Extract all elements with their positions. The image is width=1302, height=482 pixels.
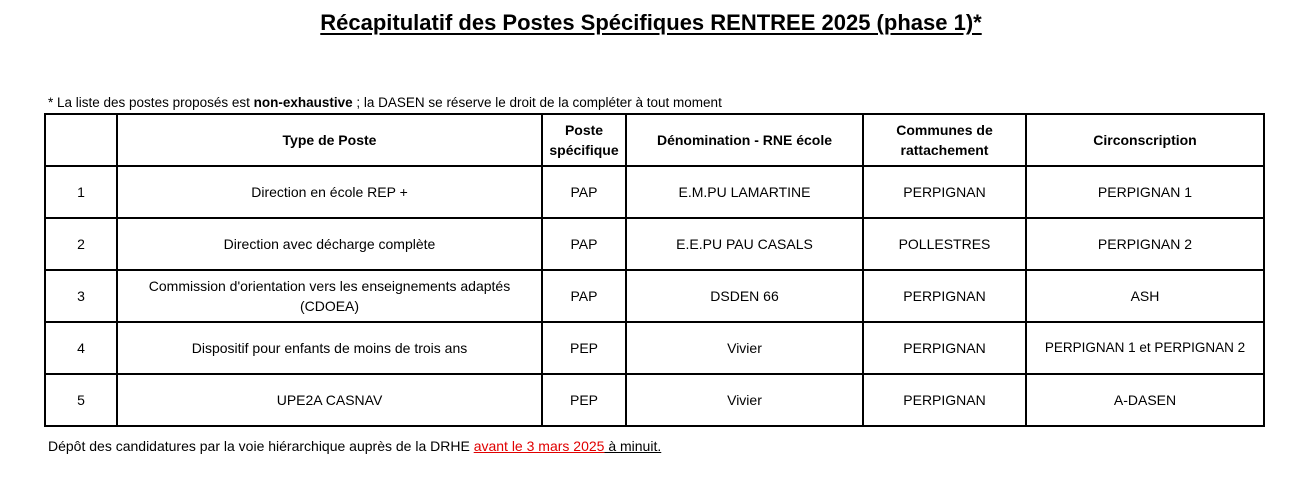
deadline-time: à minuit.	[604, 438, 662, 454]
cell-specific: PEP	[542, 374, 626, 426]
table-row	[45, 270, 1264, 322]
submission-footer: Dépôt des candidatures par la voie hiérarchique auprès de la DRHE avant le 3 mars 2025 à minuit.	[48, 438, 662, 454]
note-emphasis: non-exhaustive	[253, 95, 353, 110]
cell-circonscription: A-DASEN	[1026, 374, 1264, 426]
table-row	[45, 166, 1264, 218]
cell-commune: PERPIGNAN	[863, 270, 1026, 322]
table-row	[45, 374, 1264, 426]
cell-specific: PAP	[542, 218, 626, 270]
cell-denomination: E.E.PU PAU CASALS	[626, 218, 863, 270]
cell-commune: PERPIGNAN	[863, 374, 1026, 426]
cell-type: UPE2A CASNAV	[117, 374, 542, 426]
page-title: Récapitulatif des Postes Spécifiques RENTREE 2025 (phase 1)*	[320, 10, 982, 35]
cell-index: 3	[45, 270, 117, 322]
cell-specific: PAP	[542, 270, 626, 322]
cell-denomination: E.M.PU LAMARTINE	[626, 166, 863, 218]
header-type: Type de Poste	[117, 114, 542, 166]
cell-type: Dispositif pour enfants de moins de trois ans	[117, 322, 542, 374]
cell-commune: POLLESTRES	[863, 218, 1026, 270]
cell-circonscription: ASH	[1026, 270, 1264, 322]
header-communes: Communes de rattachement	[863, 114, 1026, 166]
cell-specific: PEP	[542, 322, 626, 374]
cell-circonscription: PERPIGNAN 2	[1026, 218, 1264, 270]
disclaimer-note: * La liste des postes proposés est non-exhaustive ; la DASEN se réserve le droit de la compléter à tout moment	[48, 95, 722, 110]
table-row	[45, 322, 1264, 374]
cell-circonscription: PERPIGNAN 1 et PERPIGNAN 2	[1026, 322, 1264, 374]
cell-type: Direction en école REP +	[117, 166, 542, 218]
cell-commune: PERPIGNAN	[863, 322, 1026, 374]
cell-commune: PERPIGNAN	[863, 166, 1026, 218]
cell-type: Direction avec décharge complète	[117, 218, 542, 270]
cell-specific: PAP	[542, 166, 626, 218]
cell-denomination: DSDEN 66	[626, 270, 863, 322]
header-circonscription: Circonscription	[1026, 114, 1264, 166]
cell-denomination: Vivier	[626, 322, 863, 374]
cell-index: 1	[45, 166, 117, 218]
posts-table	[44, 113, 1265, 427]
deadline-date: avant le 3 mars 2025	[473, 438, 605, 454]
cell-denomination: Vivier	[626, 374, 863, 426]
header-denomination: Dénomination - RNE école	[626, 114, 863, 166]
table-header-row	[45, 114, 1264, 166]
header-index	[45, 114, 117, 166]
cell-type: Commission d'orientation vers les enseignements adaptés (CDOEA)	[117, 270, 542, 322]
header-specific: Poste spécifique	[542, 114, 626, 166]
cell-circonscription: PERPIGNAN 1	[1026, 166, 1264, 218]
table-row	[45, 218, 1264, 270]
cell-index: 5	[45, 374, 117, 426]
cell-index: 4	[45, 322, 117, 374]
cell-index: 2	[45, 218, 117, 270]
